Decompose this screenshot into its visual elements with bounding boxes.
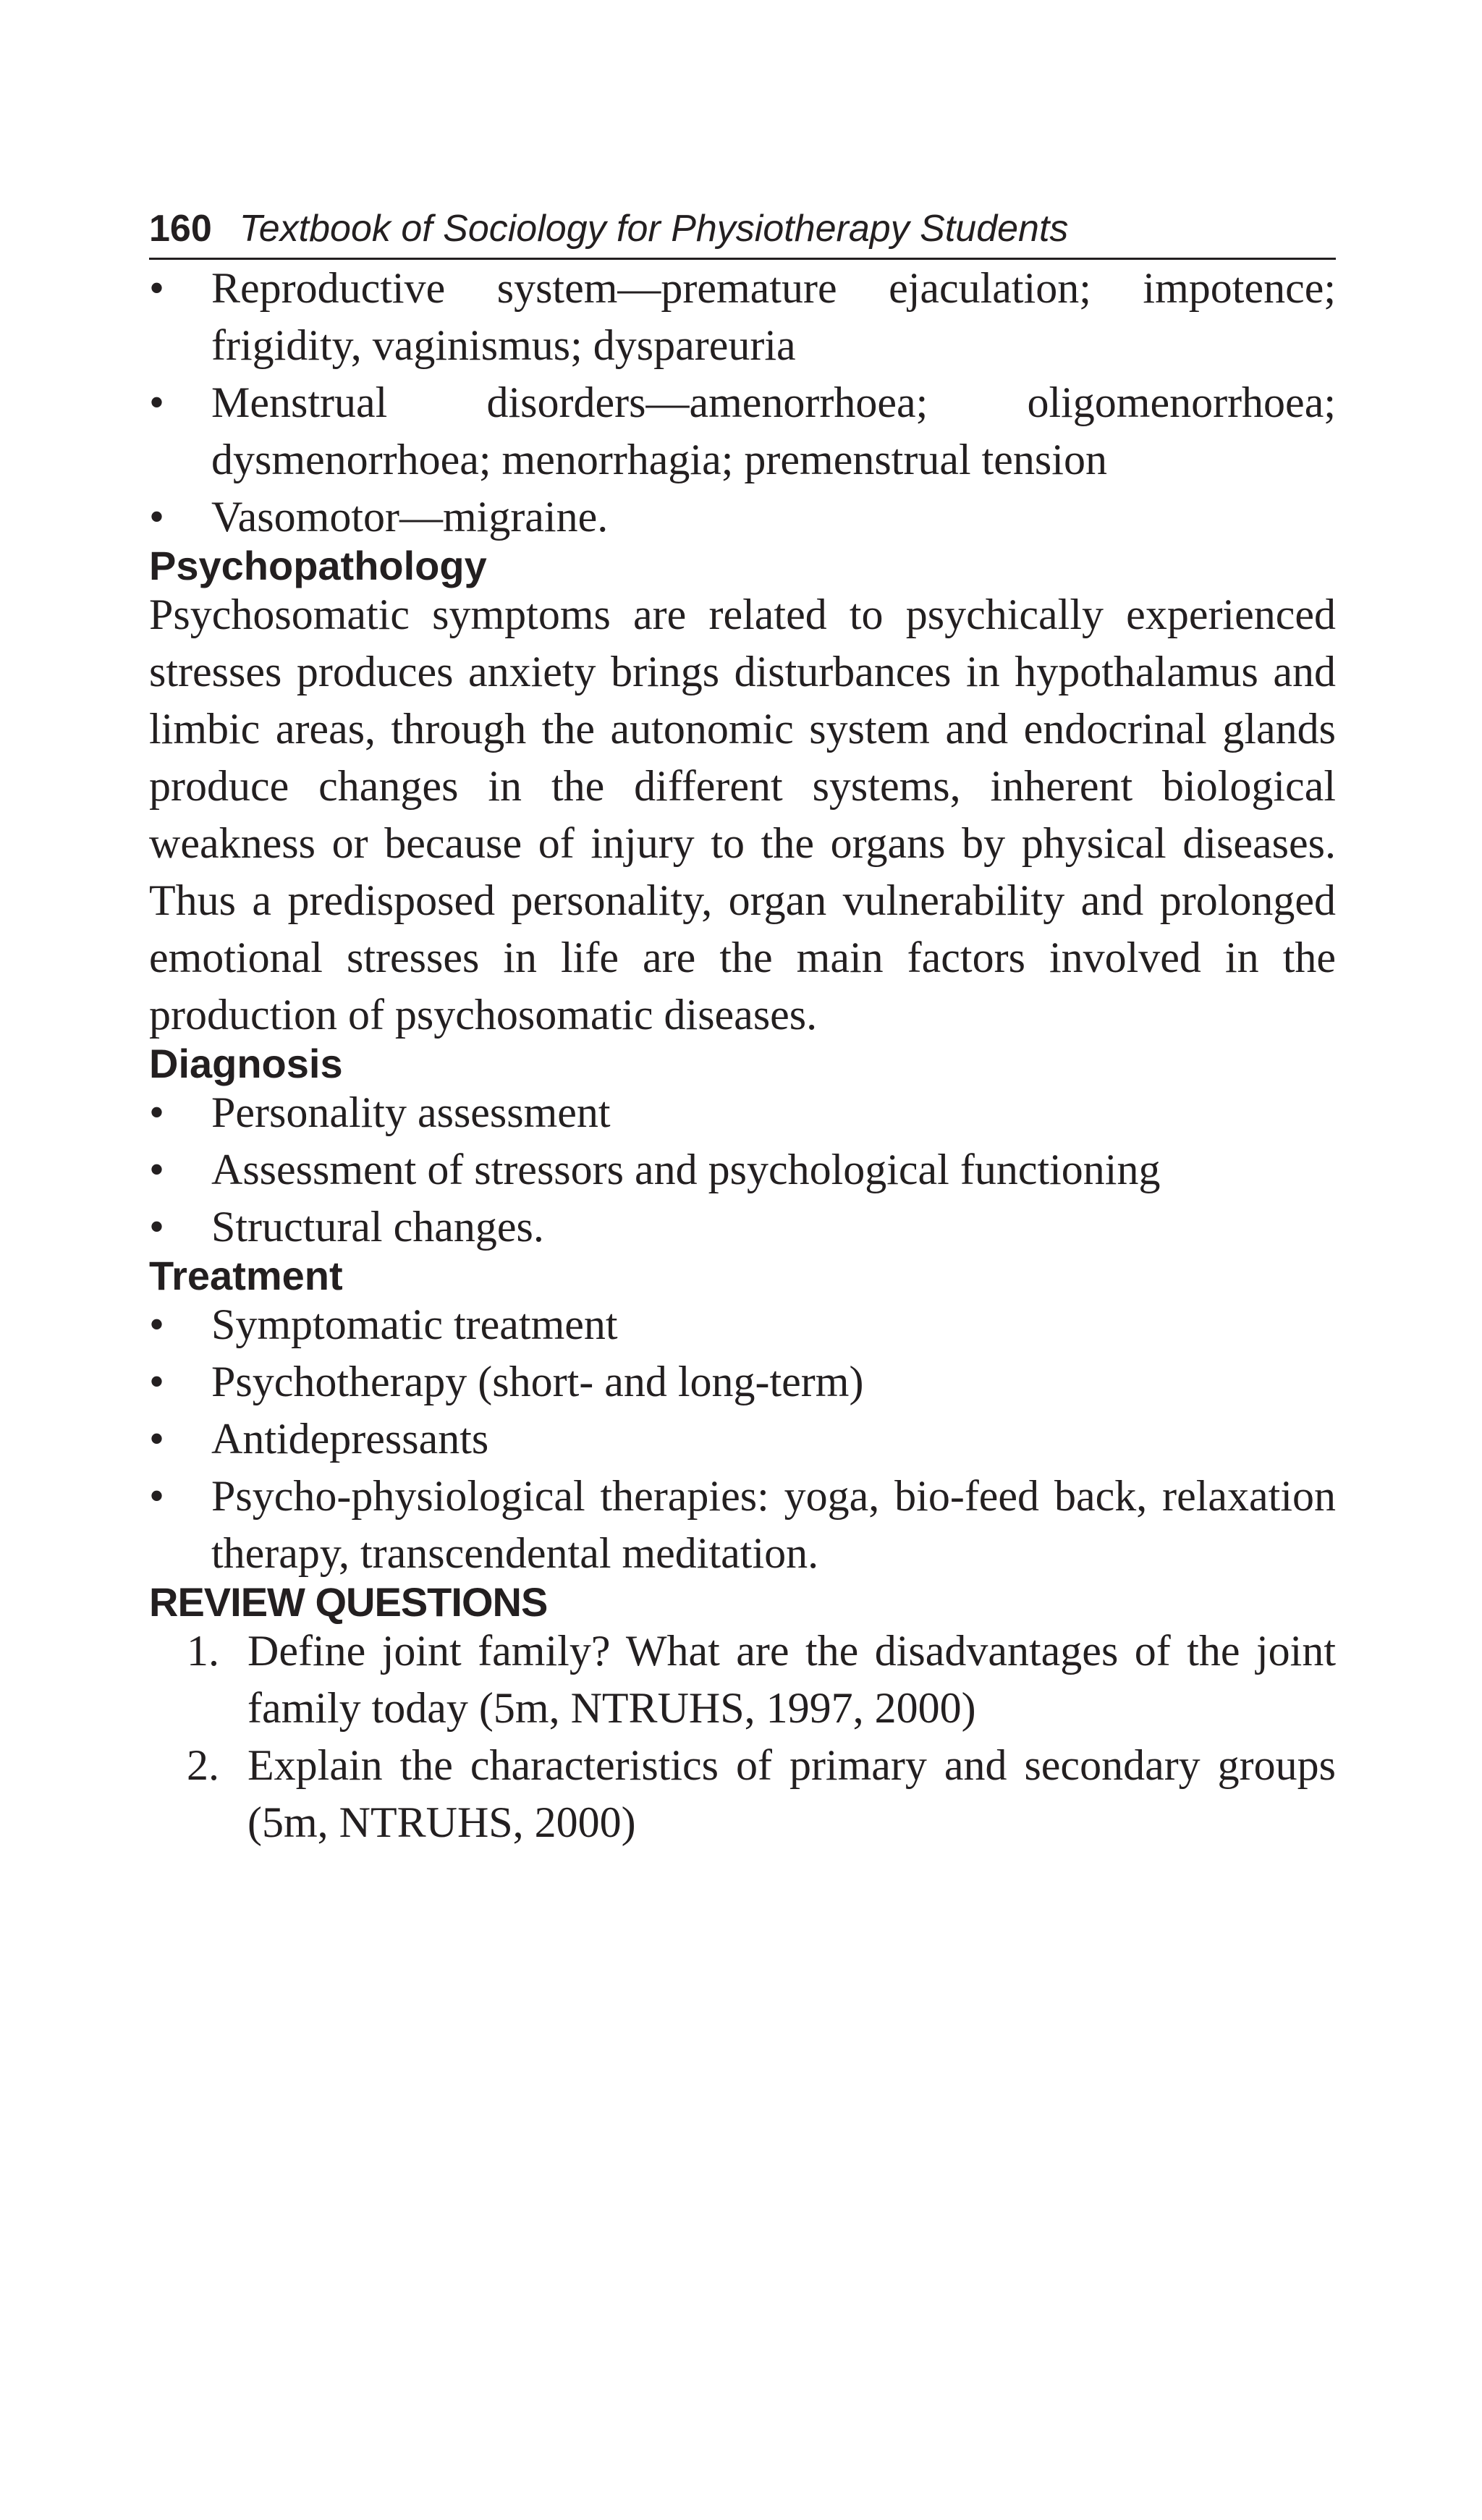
diagnosis-list (149, 1084, 1336, 1256)
running-header (149, 210, 1336, 260)
list-item-text: Structural changes. (211, 1203, 544, 1251)
bullet-marker: • (149, 264, 165, 312)
question-number: 1. (187, 1627, 219, 1675)
bullet-marker: • (149, 1203, 165, 1251)
bullet-marker: • (149, 1415, 165, 1463)
psychopathology-paragraph: Psychosomatic symptoms are related to psychically experienced stresses produces anxiety brings disturbances in hypothalamus and limbic areas, through the autonomic system and endocrinal glands produce changes in the different systems, inherent biological weakness or because of injury to the organs by physical diseases. Thus a predisposed personality, organ vulnerability and prolonged emotional stresses in life are the main factors involved in the production of psychosomatic diseases. (149, 591, 1336, 1039)
page-number: 160 (149, 208, 212, 250)
bullet-marker: • (149, 1146, 165, 1193)
bullet-marker: • (149, 1088, 165, 1136)
question-text: Explain the characteristics of primary and secondary groups (5m, NTRUHS, 2000) (247, 1741, 1336, 1846)
psychopathology-heading: Psychopathology (149, 543, 487, 588)
list-item-text: Personality assessment (211, 1088, 611, 1136)
diagnosis-heading: Diagnosis (149, 1041, 343, 1086)
bullet-marker: • (149, 1301, 165, 1348)
review-question (149, 1623, 1336, 1737)
review-questions-heading: REVIEW QUESTIONS (149, 1579, 548, 1625)
list-item (149, 1198, 1336, 1256)
list-item-text: Psychotherapy (short- and long-term) (211, 1358, 864, 1405)
bullet-marker: • (149, 379, 165, 426)
question-text: Define joint family? What are the disadvantages of the joint family today (5m, NTRUHS, 1997, 2000) (247, 1627, 1336, 1732)
book-title: Textbook of Sociology for Physiotherapy Students (239, 208, 1069, 250)
list-item-text: Symptomatic treatment (211, 1301, 618, 1348)
book-page (149, 210, 1336, 1851)
bullet-marker: • (149, 493, 165, 541)
symptom-list (149, 260, 1336, 546)
question-number: 2. (187, 1741, 219, 1789)
list-item (149, 1296, 1336, 1353)
list-item-text: Vasomotor—migraine. (211, 493, 609, 541)
list-item-text: Antidepressants (211, 1415, 489, 1463)
treatment-heading: Treatment (149, 1253, 343, 1298)
list-item-text: Assessment of stressors and psychological functioning (211, 1146, 1161, 1193)
list-item (149, 1468, 1336, 1582)
list-item (149, 489, 1336, 546)
bullet-marker: • (149, 1358, 165, 1405)
list-item (149, 260, 1336, 374)
list-item-text: Reproductive system—premature ejaculation; impotence; frigidity, vaginismus; dyspareuria (211, 264, 1336, 369)
list-item-text: Psycho-physiological therapies: yoga, bio-feed back, relaxation therapy, transcendental meditation. (211, 1472, 1336, 1577)
list-item (149, 1141, 1336, 1198)
list-item (149, 1084, 1336, 1141)
list-item (149, 1411, 1336, 1468)
list-item-text: Menstrual disorders—amenorrhoea; oligomenorrhoea; dysmenorrhoea; menorrhagia; premenstrual tension (211, 379, 1336, 483)
list-item (149, 1353, 1336, 1411)
review-question (149, 1737, 1336, 1851)
list-item (149, 374, 1336, 489)
review-questions-list (149, 1623, 1336, 1851)
treatment-list (149, 1296, 1336, 1582)
bullet-marker: • (149, 1472, 165, 1520)
